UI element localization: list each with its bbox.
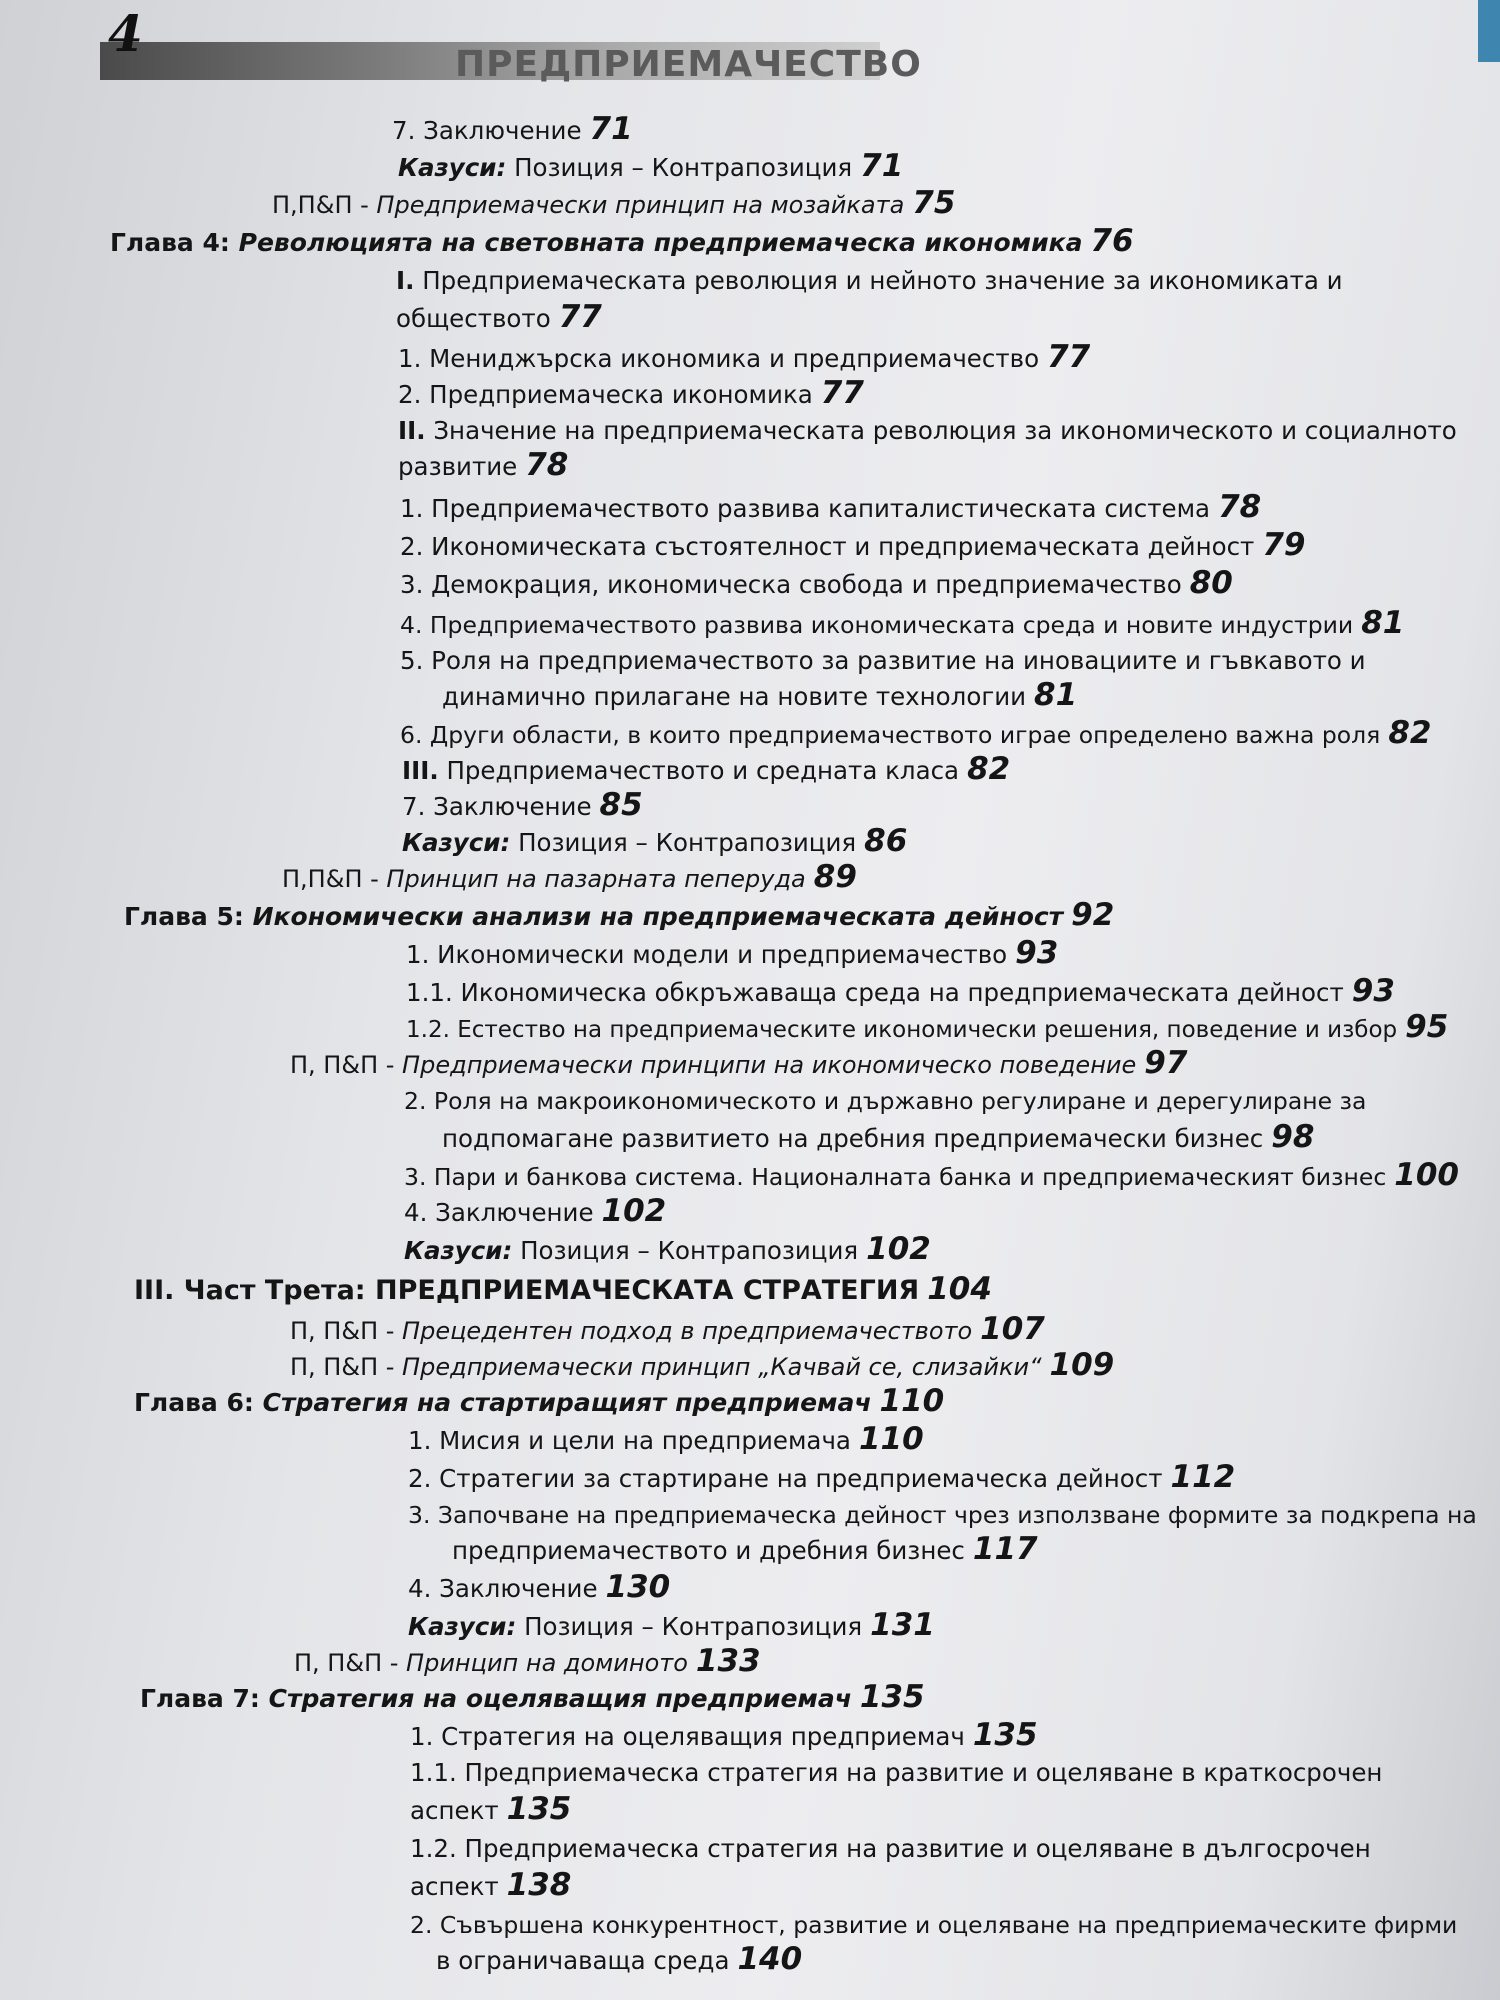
toc-entry-text: Предприемачески принцип „Качвай се, слизайки“ [402, 1353, 1042, 1381]
toc-entry [400, 528, 1305, 564]
toc-page-number: 117 [972, 1531, 1038, 1567]
principle-prefix: П, П&П - [290, 1353, 395, 1381]
toc-page-number: 100 [1394, 1157, 1460, 1193]
chapter-prefix: Глава 5: [124, 902, 244, 931]
toc-entry [442, 678, 1077, 714]
toc-entry [402, 788, 643, 824]
toc-page-number: 140 [737, 1941, 803, 1977]
chapter-title: Стратегия на стартиращият предприемач [262, 1388, 872, 1417]
toc-entry [400, 644, 1366, 678]
book-title: ПРЕДПРИЕМАЧЕСТВО [455, 44, 922, 85]
toc-page-number: 77 [558, 299, 602, 335]
toc-entry-text: Позиция – Контрапозиция [524, 1612, 863, 1641]
toc-entry [406, 936, 1058, 972]
part-title: III. Част Трета: ПРЕДПРИЕМАЧЕСКАТА СТРАТЕГИЯ [134, 1275, 920, 1306]
section-numeral: II. [398, 416, 426, 445]
toc-entry-text: 1. Стратегия на оцеляващия предприемач [410, 1722, 965, 1751]
toc-entry-text: 3. Започване на предприемаческа дейност чрез използване формите за подкрепа на [408, 1501, 1477, 1529]
toc-case-entry [404, 1232, 931, 1268]
toc-entry-text: 7. Заключение [402, 792, 592, 821]
toc-page-number: 110 [879, 1383, 945, 1419]
toc-page-number: 104 [927, 1271, 992, 1307]
toc-page-number: 81 [1034, 677, 1078, 713]
principle-prefix: П, П&П - [294, 1649, 399, 1677]
toc-page-number: 71 [860, 148, 904, 184]
chapter-title: Революцията на световната предприемаческа икономика [238, 228, 1083, 257]
toc-page-number: 82 [967, 751, 1011, 787]
toc-page-number: 107 [980, 1311, 1045, 1347]
toc-page-number: 133 [695, 1643, 761, 1679]
toc-chapter-heading [134, 1384, 944, 1420]
toc-section-entry [402, 752, 1010, 788]
toc-entry-text: 1.1. Икономическа обкръжаваща среда на предприемаческата дейност [406, 978, 1344, 1007]
principle-prefix: П, П&П - [290, 1317, 395, 1345]
toc-entry-text: Позиция – Контрапозиция [514, 153, 853, 182]
toc-entry-text: 1. Предприемачеството развива капиталистическата система [400, 494, 1211, 523]
chapter-prefix: Глава 4: [110, 228, 230, 257]
toc-entry-text: 2. Роля на макроикономическото и държавно регулиране и дерегулиране за [404, 1087, 1367, 1115]
toc-entry [410, 1792, 571, 1828]
chapter-prefix: Глава 7: [140, 1684, 260, 1713]
toc-principle-entry [294, 1644, 761, 1680]
toc-page-number: 135 [506, 1791, 572, 1827]
toc-entry-text: Позиция – Контрапозиция [520, 1236, 859, 1265]
toc-entry-text: предприемачеството и дребния бизнес [452, 1536, 965, 1565]
toc-part-heading [134, 1272, 992, 1308]
toc-entry-text: динамично прилагане на новите технологии [442, 682, 1027, 711]
toc-entry [406, 1010, 1448, 1047]
toc-entry-text: Предприемачеството и средната класа [446, 756, 960, 785]
toc-case-entry [402, 824, 907, 860]
toc-section-entry [396, 264, 1343, 298]
toc-page-number: 71 [589, 111, 633, 147]
toc-chapter-heading [110, 224, 1134, 260]
toc-page-number: 109 [1049, 1347, 1115, 1383]
toc-entry [400, 566, 1233, 602]
toc-entry [410, 1756, 1382, 1790]
toc-entry-text: аспект [410, 1872, 499, 1901]
toc-entry-text: Принцип на доминото [406, 1649, 688, 1677]
toc-entry [410, 1868, 571, 1904]
toc-entry-text: 3. Пари и банкова система. Националната банка и предприемаческият бизнес [404, 1163, 1387, 1191]
toc-entry-text: подпомагане развитието на дребния предприемачески бизнес [442, 1124, 1264, 1153]
toc-page-number: 79 [1262, 527, 1306, 563]
toc-entry [436, 1942, 802, 1978]
toc-page-number: 76 [1090, 223, 1134, 259]
toc-entry [452, 1532, 1038, 1568]
toc-entry [400, 716, 1431, 752]
toc-entry-text: 1. Мисия и цели на предприемача [408, 1426, 851, 1455]
toc-entry-text: 2. Предприемаческа икономика [398, 380, 813, 409]
toc-principle-entry [290, 1348, 1114, 1384]
toc-page-number: 77 [1047, 339, 1091, 375]
chapter-title: Икономически анализи на предприемаческата дейност [252, 902, 1064, 931]
toc-entry [406, 974, 1395, 1010]
toc-page-number: 92 [1071, 897, 1115, 933]
principle-prefix: П,П&П - [282, 865, 379, 893]
toc-page-number: 78 [525, 447, 569, 483]
toc-page-number: 102 [601, 1193, 667, 1229]
toc-page-number: 77 [820, 375, 864, 411]
toc-entry-text: развитие [398, 452, 518, 481]
toc-case-entry [398, 149, 903, 185]
toc-page-number: 78 [1218, 489, 1262, 525]
toc-entry-text: 1.2. Естество на предприемаческите икономически решения, поведение и избор [406, 1017, 1398, 1043]
toc-entry-text: Значение на предприемаческата революция за икономическото и социалното [433, 416, 1457, 445]
toc-page-number: 89 [813, 859, 857, 895]
toc-entry [398, 448, 568, 484]
toc-entry [408, 1460, 1235, 1496]
toc-entry [404, 1194, 666, 1230]
chapter-prefix: Глава 6: [134, 1388, 254, 1417]
toc-entry [398, 376, 864, 412]
toc-entry-text: 1.1. Предприемаческа стратегия на развитие и оцеляване в краткосрочен [410, 1758, 1383, 1787]
toc-entry [408, 1570, 670, 1606]
toc-page-number: 82 [1388, 715, 1432, 751]
toc-page-number: 102 [866, 1231, 931, 1267]
toc-entry-text: Предприемачески принципи на икономическо поведение [402, 1051, 1137, 1079]
toc-entry-text: 5. Роля на предприемачеството за развитие на иновациите и гъвкавото и [400, 646, 1366, 675]
toc-entry [400, 606, 1404, 642]
toc-page-number: 135 [972, 1717, 1038, 1753]
toc-chapter-heading [124, 898, 1114, 934]
toc-entry-text: обществото [396, 304, 551, 333]
toc-page-number: 95 [1405, 1009, 1449, 1045]
toc-principle-entry [282, 860, 857, 896]
toc-entry-text: 1. Мениджърска икономика и предприемачество [398, 344, 1040, 373]
toc-page-number: 75 [912, 185, 956, 221]
toc-entry [396, 300, 602, 336]
page-header [0, 0, 1500, 110]
toc-page-number: 93 [1351, 973, 1395, 1009]
principle-prefix: П,П&П - [272, 191, 369, 219]
toc-entry [392, 112, 633, 148]
toc-principle-entry [290, 1312, 1045, 1348]
toc-entry-text: 4. Заключение [408, 1574, 598, 1603]
toc-page-number: 135 [859, 1679, 925, 1715]
toc-page-number: 93 [1015, 935, 1059, 971]
toc-entry-text: Предприемаческата революция и нейното значение за икономиката и [422, 266, 1343, 295]
toc-page-number: 112 [1170, 1459, 1236, 1495]
toc-page-number: 81 [1361, 605, 1405, 641]
toc-entry-text: Предприемачески принцип на мозайката [376, 191, 905, 219]
toc-principle-entry [272, 186, 955, 222]
toc-entry-text: 4. Заключение [404, 1198, 594, 1227]
toc-entry [408, 1422, 924, 1458]
toc-principle-entry [290, 1046, 1187, 1082]
toc-entry-text: 2. Икономическата състоятелност и предприемаческата дейност [400, 532, 1255, 561]
toc-entry [398, 340, 1090, 376]
principle-prefix: П, П&П - [290, 1051, 395, 1079]
toc-page-number: 97 [1144, 1045, 1188, 1081]
section-numeral: III. [402, 756, 439, 785]
toc-entry [410, 1908, 1457, 1942]
toc-entry-text: 7. Заключение [392, 116, 582, 145]
toc-entry-text: 1. Икономически модели и предприемачество [406, 940, 1008, 969]
toc-chapter-heading [140, 1680, 925, 1716]
case-label: Казуси: [404, 1236, 513, 1265]
toc-entry-text: 2. Стратегии за стартиране на предприемаческа дейност [408, 1464, 1163, 1493]
toc-page-number: 110 [858, 1421, 924, 1457]
toc-entry [410, 1832, 1371, 1866]
toc-page-number: 80 [1189, 565, 1233, 601]
toc-entry-text: Принцип на пазарната пеперуда [386, 865, 806, 893]
case-label: Казуси: [402, 828, 511, 857]
toc-page-number: 85 [599, 787, 643, 823]
toc-entry-text: 4. Предприемачеството развива икономическата среда и новите индустрии [400, 611, 1354, 639]
toc-entry-text: 2. Съвършена конкурентност, развитие и оцеляване на предприемаческите фирми [410, 1911, 1458, 1939]
section-numeral: I. [396, 266, 415, 295]
toc-entry [410, 1718, 1038, 1754]
toc-page-number: 98 [1271, 1119, 1315, 1155]
toc-page-number: 138 [506, 1867, 572, 1903]
toc-page-number: 86 [864, 823, 908, 859]
toc-entry [404, 1084, 1366, 1118]
toc-page-number: 130 [605, 1569, 671, 1605]
chapter-title: Стратегия на оцеляващия предприемач [268, 1684, 852, 1713]
toc-case-entry [408, 1608, 935, 1644]
page-number: 4 [108, 4, 143, 63]
toc-entry-text: в ограничаваща среда [436, 1946, 730, 1975]
toc-page-number: 131 [870, 1607, 935, 1643]
toc-entry-text: 1.2. Предприемаческа стратегия на развитие и оцеляване в дългосрочен [410, 1834, 1371, 1863]
case-label: Казуси: [408, 1612, 517, 1641]
toc-entry-text: 3. Демокрация, икономическа свобода и предприемачество [400, 570, 1182, 599]
toc-entry-text: Прецедентен подход в предприемачеството [402, 1317, 973, 1345]
toc-entry-text: 6. Други области, в които предприемачеството играе определено важна роля [400, 721, 1381, 749]
toc-entry-text: аспект [410, 1796, 499, 1825]
toc-entry [404, 1158, 1459, 1194]
case-label: Казуси: [398, 153, 507, 182]
toc-entry [408, 1498, 1477, 1532]
toc-entry-text: Позиция – Контрапозиция [518, 828, 857, 857]
toc-entry [442, 1120, 1314, 1156]
toc-entry [400, 490, 1261, 526]
toc-section-entry [398, 414, 1457, 448]
